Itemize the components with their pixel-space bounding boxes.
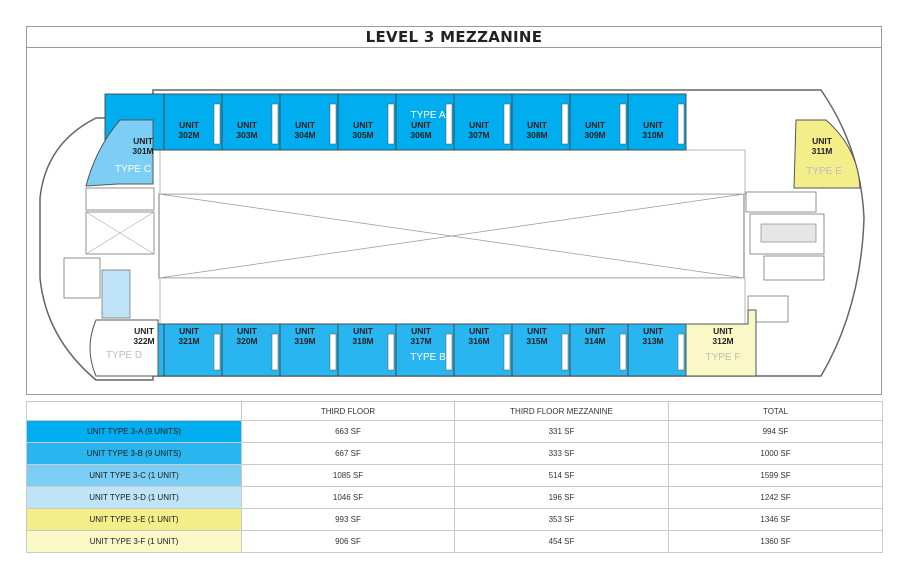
mezzanine-cell: 353 SF [455,509,669,531]
unit-label-line1: UNIT [237,120,257,130]
mezzanine-cell: 196 SF [455,487,669,509]
floor-plan [26,48,882,395]
unit-label-line2: 310M [642,130,664,140]
central-atrium [159,194,744,278]
unit-label-line1: UNIT [527,120,547,130]
header-total: TOTAL [669,402,883,421]
unit-type-cell: UNIT TYPE 3-E (1 UNIT) [27,509,242,531]
total-cell: 1000 SF [669,443,883,465]
total-cell: 994 SF [669,421,883,443]
table-row [27,465,883,487]
bottom-unit-320m[interactable] [222,324,280,376]
type-d-label: TYPE D [105,350,143,361]
unit-label-line2: 314M [584,336,606,346]
top-unit-309m[interactable] [570,94,628,150]
third-floor-cell: 993 SF [242,509,455,531]
unit-label-line1: UNIT [469,326,489,336]
unit-label-line2: 309M [584,130,606,140]
top-unit-305m[interactable] [338,94,396,150]
bottom-units-row [105,324,686,376]
third-floor-cell: 663 SF [242,421,455,443]
mezzanine-cell: 333 SF [455,443,669,465]
unit-label-line2: 302M [178,130,200,140]
unit-label-line2: 317M [410,336,432,346]
bottom-corridor [160,278,745,324]
plan-title: LEVEL 3 MEZZANINE [365,28,543,46]
third-floor-cell: 1085 SF [242,465,455,487]
bottom-unit-313m[interactable] [628,324,686,376]
top-unit-304m[interactable] [280,94,338,150]
header-mezzanine: THIRD FLOOR MEZZANINE [455,402,669,421]
header-third-floor: THIRD FLOOR [242,402,455,421]
table-row [27,487,883,509]
unit-312m-line2: 312M [712,336,734,346]
type-e-label: TYPE E [806,166,842,177]
total-cell: 1360 SF [669,531,883,553]
third-floor-cell: 667 SF [242,443,455,465]
unit-label-line2: 315M [526,336,548,346]
unit-label-line1: UNIT [295,326,315,336]
table-header-row [27,402,883,421]
header-type [27,402,242,421]
unit-label-line1: UNIT [527,326,547,336]
table-row [27,443,883,465]
type-b-label: TYPE B [410,352,446,363]
total-cell: 1599 SF [669,465,883,487]
unit-label-line2: 316M [468,336,490,346]
top-unit-310m[interactable] [628,94,686,150]
unit-label-line2: 313M [642,336,664,346]
unit-label-line2: 304M [294,130,316,140]
unit-label-line1: UNIT [585,120,605,130]
bottom-unit-315m[interactable] [512,324,570,376]
unit-label-line1: UNIT [411,326,431,336]
bottom-unit-318m[interactable] [338,324,396,376]
mezzanine-cell: 514 SF [455,465,669,487]
unit-label-line1: UNIT [411,120,431,130]
unit-label-line1: UNIT [179,120,199,130]
top-unit-303m[interactable] [222,94,280,150]
mezzanine-cell: 331 SF [455,421,669,443]
unit-label-line1: UNIT [179,326,199,336]
table-row [27,531,883,553]
unit-label-line1: UNIT [353,326,373,336]
unit-label-line2: 308M [526,130,548,140]
unit-label-line1: UNIT [643,120,663,130]
plan-title-bar [26,26,882,48]
type-a-label: TYPE A [410,110,446,121]
unit-label-line1: UNIT [469,120,489,130]
top-corridor [160,150,745,194]
unit-type-cell: UNIT TYPE 3-C (1 UNIT) [27,465,242,487]
mezzanine-cell: 454 SF [455,531,669,553]
third-floor-cell: 1046 SF [242,487,455,509]
bottom-unit-321m[interactable] [164,324,222,376]
unit-type-cell: UNIT TYPE 3-A (9 UNITS) [27,421,242,443]
unit-label-line1: UNIT [585,326,605,336]
unit-label-line1: UNIT [353,120,373,130]
bottom-unit-314m[interactable] [570,324,628,376]
unit-label-line1: UNIT [237,326,257,336]
unit-312m-line1: UNIT [713,326,733,336]
unit-311m-line2: 311M [811,146,833,156]
bottom-unit-319m[interactable] [280,324,338,376]
table-row [27,509,883,531]
type-f-label: TYPE F [705,352,741,363]
unit-311m-line1: UNIT [812,136,832,146]
third-floor-cell: 906 SF [242,531,455,553]
unit-label-line2: 320M [236,336,258,346]
total-cell: 1242 SF [669,487,883,509]
type-c-label: TYPE C [114,164,152,175]
bottom-unit-317m[interactable] [396,324,454,376]
unit-label-line2: 307M [468,130,490,140]
top-unit-308m[interactable] [512,94,570,150]
unit-322m-line1: UNIT [134,326,154,336]
unit-type-cell: UNIT TYPE 3-D (1 UNIT) [27,487,242,509]
table-row [27,421,883,443]
unit-label-line2: 303M [236,130,258,140]
top-unit-307m[interactable] [454,94,512,150]
unit-type-cell: UNIT TYPE 3-B (9 UNITS) [27,443,242,465]
top-units-row [105,94,686,150]
total-cell: 1346 SF [669,509,883,531]
unit-301m-line1: UNIT [133,136,153,146]
unit-322m[interactable] [90,320,158,376]
unit-label-line2: 321M [178,336,200,346]
unit-301m-line2: 301M [132,146,154,156]
unit-label-line2: 318M [352,336,374,346]
top-unit-302m[interactable] [164,94,222,150]
unit-label-line1: UNIT [643,326,663,336]
bottom-unit-316m[interactable] [454,324,512,376]
unit-type-cell: UNIT TYPE 3-F (1 UNIT) [27,531,242,553]
unit-311m[interactable] [794,120,860,188]
unit-label-line2: 305M [352,130,374,140]
unit-label-line2: 319M [294,336,316,346]
unit-area-table [26,401,883,553]
unit-label-line1: UNIT [295,120,315,130]
unit-322m-line2: 322M [133,336,155,346]
top-unit-306m[interactable] [396,94,454,150]
unit-label-line2: 306M [410,130,432,140]
